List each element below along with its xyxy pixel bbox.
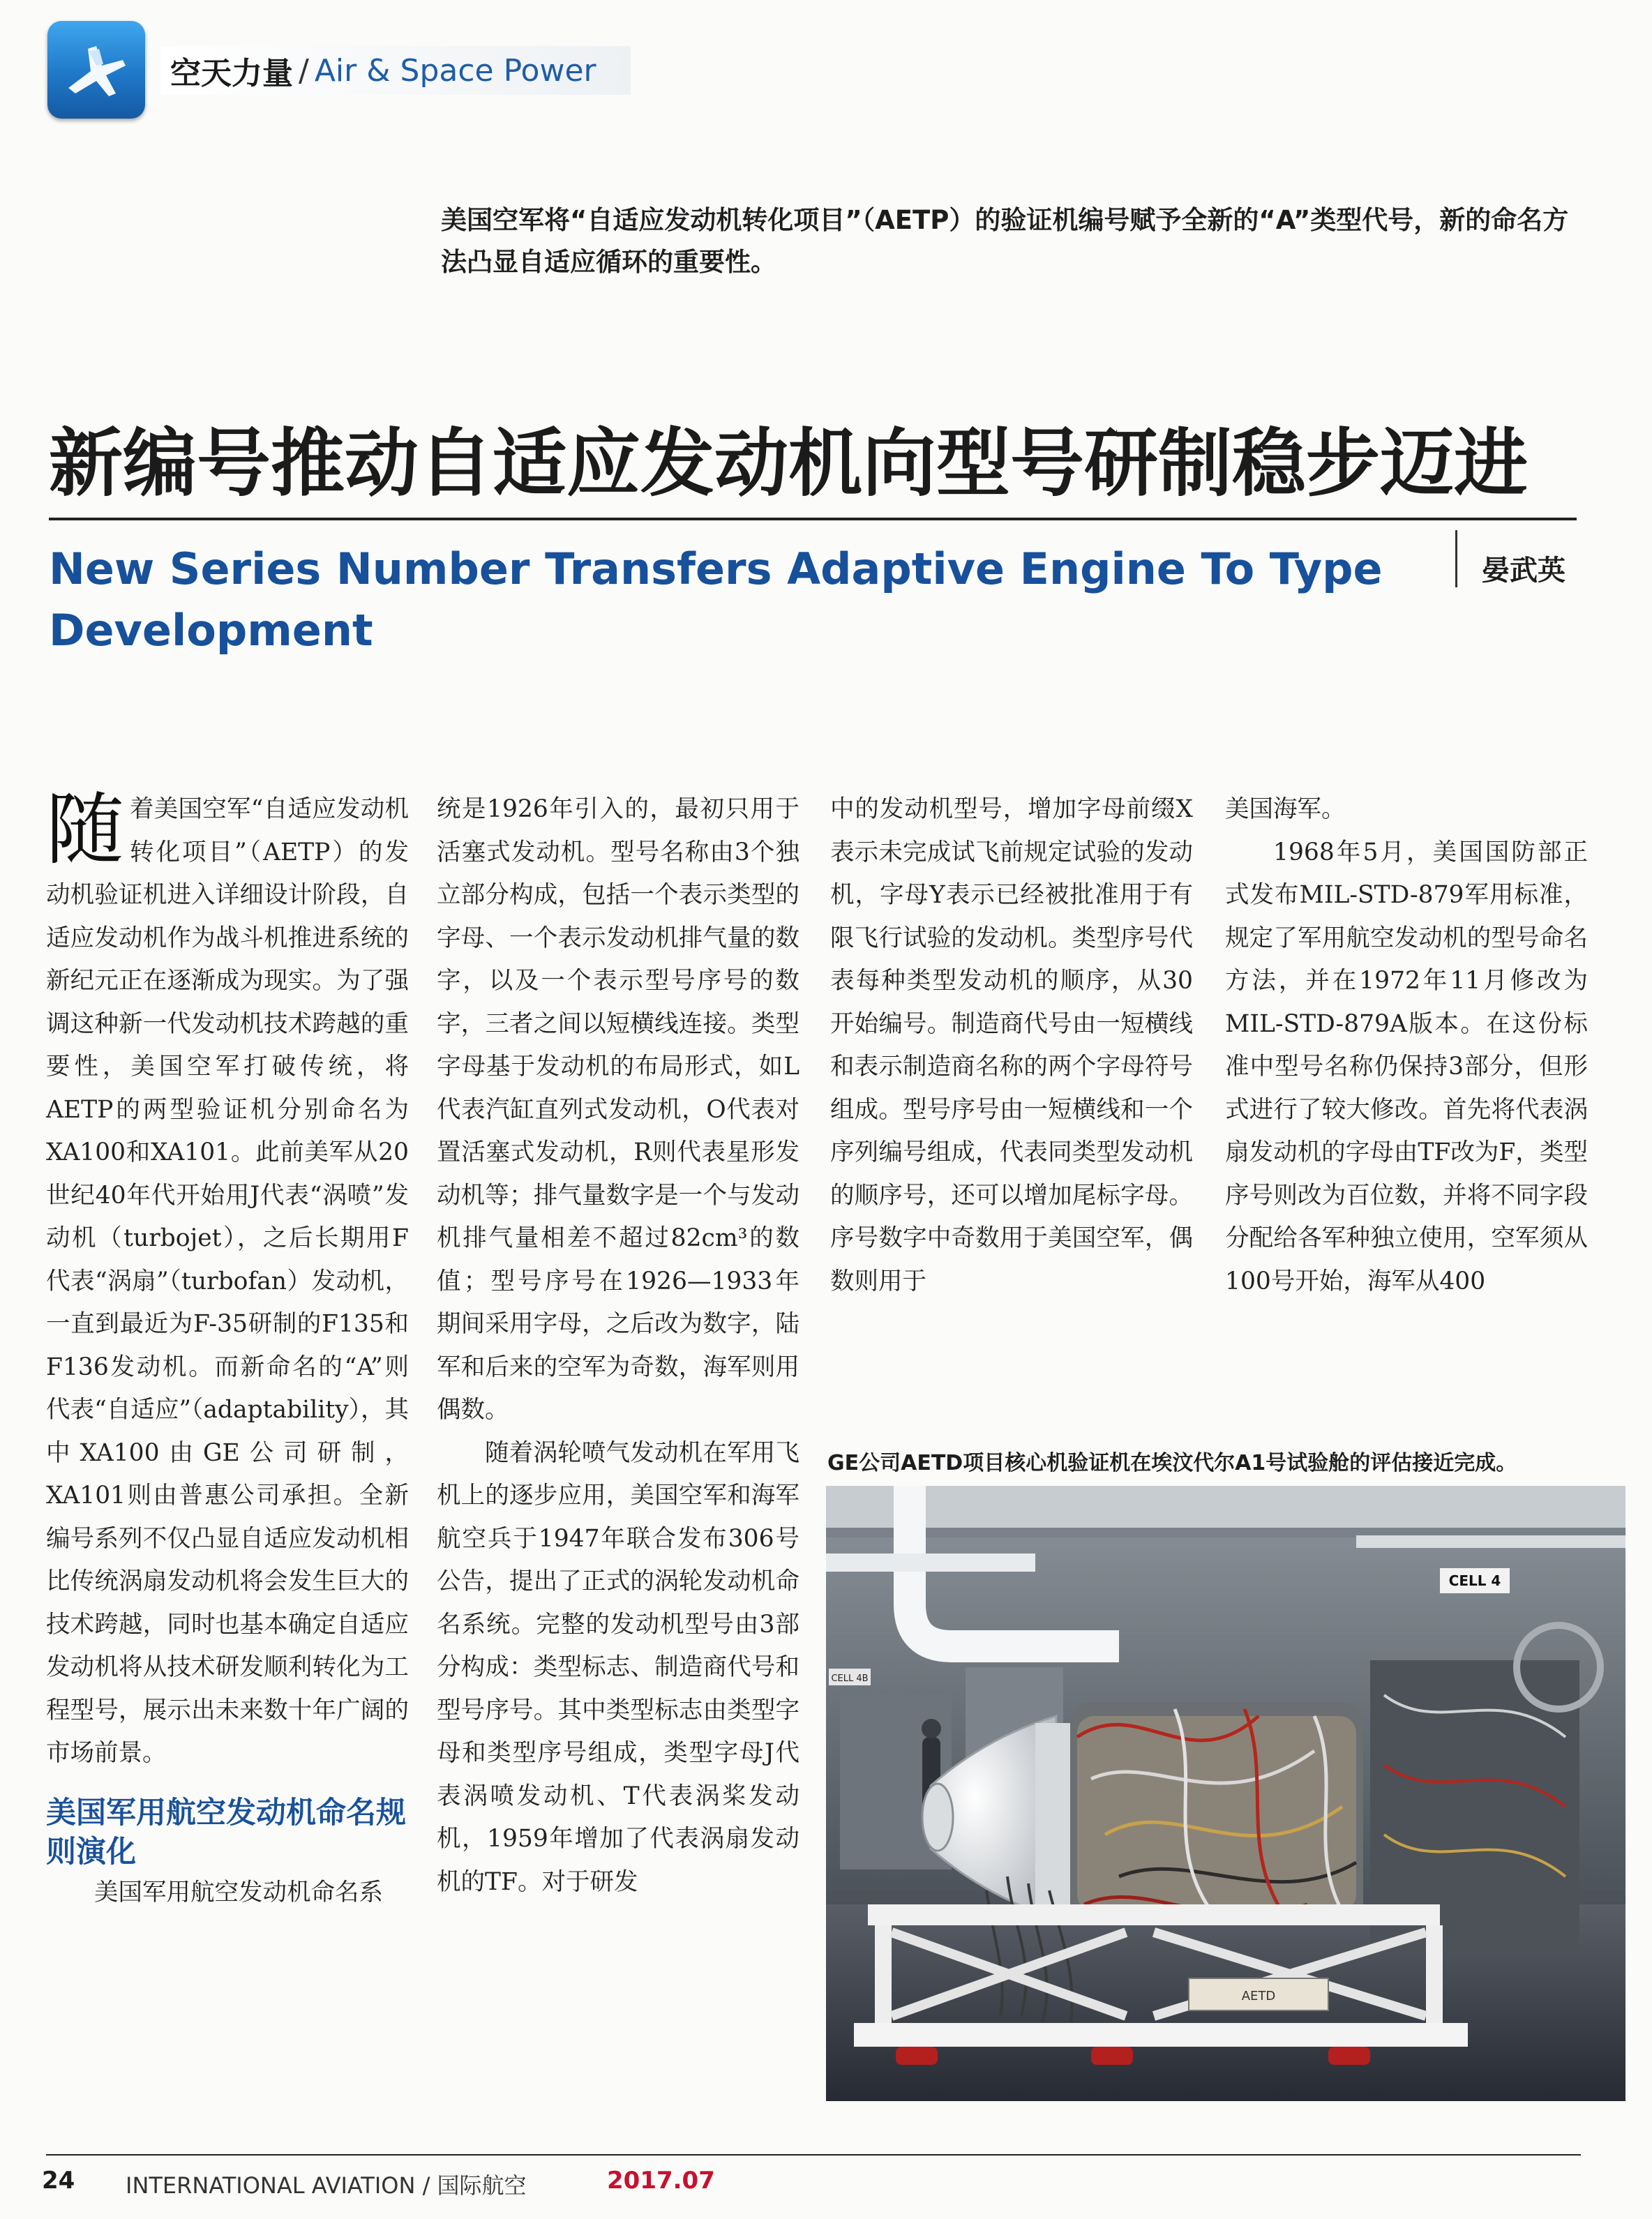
body-paragraph: 统是1926年引入的，最初只用于活塞式发动机。型号名称由3个独立部分构成，包括一个表示类型的字母、一个表示发动机排气量的数字，以及一个表示型号序号的数字，三者之间以短横线连接。类型字母基于发动机的布局形式，如L代表汽缸直列式发动机，O代表对置活塞式发动机，R则代表星形发动机等；排气量数字是一个与发动机排气量相差不超过82cm³的数值；型号序号在1926—1933年期间采用字母，之后改为数字，陆军和后来的空军为奇数，海军则用偶数。 <box>437 795 799 1424</box>
page-number: 24 <box>42 2167 75 2195</box>
body-paragraph <box>46 785 409 1775</box>
drop-cap: 随 <box>46 785 124 875</box>
author-divider <box>1455 530 1457 587</box>
body-paragraph: 中的发动机型号，增加字母前缀X表示未完成试飞前规定试验的发动机，字母Y表示已经被批准用于有限飞行试验的发动机。类型序号代表每种类型发动机的顺序，从30开始编号。制造商代号由一短横线和表示制造商名称的两个字母符号组成。型号序号由一短横线和一个序列编号组成，代表同类型发动机的顺序号，还可以增加尾标字母。序号数字中奇数用于美国空军，偶数则用于 <box>830 795 1193 1295</box>
publication-name: INTERNATIONAL AVIATION / 国际航空 <box>126 2172 527 2199</box>
section-separator: / <box>299 52 309 89</box>
paragraph-text: 着美国空军“自适应发动机转化项目”（AETP）的发动机验证机进入详细设计阶段，自适应发动机作为战斗机推进系统的新纪元正在逐渐成为现实。为了强调这种新一代发动机技术跨越的重要性，美国空军打破传统，将AETP的两型验证机分别命名为XA100和XA101。此前美军从20世纪40年代开始用J代表“涡喷”发动机（turbojet），之后长期用F代表“涡扇”（turbofan）发动机，一直到最近为F-35研制的F135和F136发动机。而新命名的“A”则代表“自适应”（adaptability），其中XA100由GE公司研制，XA101则由普惠公司承担。全新编号系列不仅凸显自适应发动机相比传统涡扇发动机将会发生巨大的技术跨越，同时也基本确定自适应发动机将从技术研发顺利转化为工程型号，展示出未来数十年广阔的市场前景。 <box>46 795 409 1767</box>
body-column-3 <box>830 788 1193 1303</box>
engine-photo <box>826 1486 1625 2101</box>
body-paragraph: 美国海军。 <box>1225 795 1346 823</box>
body-paragraph: 1968年5月，美国国防部正式发布MIL-STD-879军用标准，规定了军用航空发动机的型号命名方法，并在1972年11月修改为MIL-STD-879A版本。在这份标准中型号名称仍保持3部分，但形式进行了较大修改。首先将代表涡扇发动机的字母由TF改为F，类型序号则改为百位数，并将不同字段分配给各军种独立使用，空军须从100号开始，海军从400 <box>1225 838 1588 1295</box>
section-name-en: Air & Space Power <box>314 52 596 89</box>
author-name: 晏武英 <box>1482 555 1565 587</box>
footer-divider <box>46 2154 1581 2156</box>
standfirst: 美国空军将“自适应发动机转化项目”（AETP）的验证机编号赋予全新的“A”类型代号，新的命名方法凸显自适应循环的重要性。 <box>441 205 1569 277</box>
section-logo <box>47 21 145 119</box>
body-column-4 <box>1225 788 1588 1303</box>
section-label <box>160 46 631 95</box>
body-paragraph: 随着涡轮喷气发动机在军用飞机上的逐步应用，美国空军和海军航空兵于1947年联合发布306号公告，提出了正式的涡轮发动机命名系统。完整的发动机型号由3部分构成：类型标志、制造商代号和型号序号。其中类型标志由类型字母和类型序号组成，类型字母J代表涡喷发动机、T代表涡桨发动机，1959年增加了代表涡扇发动机的TF。对于研发 <box>437 1438 799 1896</box>
photo-caption: GE公司AETD项目核心机验证机在埃汶代尔A1号试验舱的评估接近完成。 <box>827 1451 1517 1475</box>
cell-sign: CELL 4 <box>1448 1572 1501 1589</box>
fighter-jet-icon <box>47 21 145 119</box>
body-paragraph: 美国军用航空发动机命名系 <box>94 1878 383 1906</box>
body-column-1 <box>46 785 409 1914</box>
engine-test-cell-image <box>826 1486 1625 2101</box>
body-column-2 <box>437 788 799 1904</box>
cell-sign-small: CELL 4B <box>831 1673 869 1684</box>
stand-placard: AETD <box>1241 1989 1276 2003</box>
article-title-cn: 新编号推动自适应发动机向型号研制稳步迈进 <box>49 419 1528 506</box>
section-subheading: 美国军用航空发动机命名规则演化 <box>46 1795 406 1870</box>
article-title-en: New Series Number Transfers Adaptive Engine To Type Development <box>49 543 1383 656</box>
section-name-cn: 空天力量 <box>170 56 293 91</box>
issue-date: 2017.07 <box>607 2167 715 2195</box>
title-divider <box>49 518 1577 520</box>
